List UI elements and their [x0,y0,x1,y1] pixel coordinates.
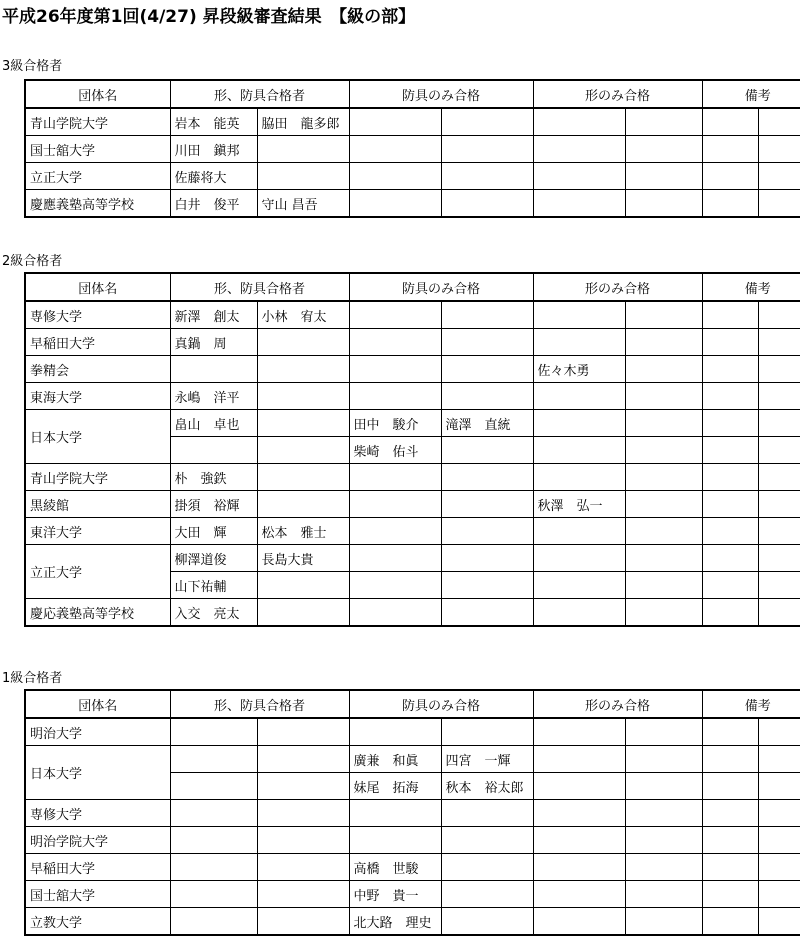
member-cell [625,329,702,356]
member-cell [625,572,702,599]
team-name-cell: 東海大学 [25,383,170,410]
member-cell [758,854,800,881]
member-cell: 長島大貴 [257,545,349,572]
table-row [25,383,800,410]
column-header: 備考 [702,690,800,718]
member-cell [170,800,257,827]
member-cell [533,163,625,190]
member-cell [758,572,800,599]
member-cell [170,827,257,854]
member-cell [702,800,758,827]
table-row [25,545,800,572]
team-name-cell: 早稲田大学 [25,329,170,356]
member-cell [441,464,533,491]
member-cell [758,329,800,356]
column-header: 団体名 [25,80,170,108]
member-cell [533,383,625,410]
member-cell [625,356,702,383]
team-name-cell: 国士舘大学 [25,881,170,908]
member-cell: 守山 昌吾 [257,190,349,218]
member-cell [349,464,441,491]
member-cell [533,854,625,881]
member-cell [257,491,349,518]
member-cell [702,464,758,491]
member-cell [702,163,758,190]
member-cell [702,827,758,854]
member-cell: 岩本 能英 [170,108,257,136]
member-cell [758,301,800,329]
member-cell [758,464,800,491]
member-cell [625,881,702,908]
member-cell [533,827,625,854]
table-row [25,410,800,437]
column-header: 備考 [702,80,800,108]
member-cell [702,437,758,464]
member-cell [441,854,533,881]
member-cell [702,301,758,329]
member-cell [625,437,702,464]
member-cell: 滝澤 直統 [441,410,533,437]
member-cell [349,599,441,627]
member-cell [758,518,800,545]
member-cell [441,163,533,190]
member-cell: 小林 宥太 [257,301,349,329]
member-cell [758,437,800,464]
member-cell [441,491,533,518]
table-row [25,800,800,827]
member-cell [533,518,625,545]
table-row [25,163,800,190]
member-cell [758,827,800,854]
member-cell [533,464,625,491]
table-row [25,136,800,163]
member-cell [625,410,702,437]
member-cell: 畠山 卓也 [170,410,257,437]
column-header: 形、防具合格者 [170,80,349,108]
member-cell [170,881,257,908]
member-cell [702,854,758,881]
member-cell [758,190,800,218]
member-cell [441,572,533,599]
team-name-cell: 日本大学 [25,746,170,800]
member-cell [625,190,702,218]
member-cell: 朴 強鉄 [170,464,257,491]
member-cell [349,190,441,218]
member-cell: 大田 輝 [170,518,257,545]
team-name-cell: 東洋大学 [25,518,170,545]
member-cell [625,718,702,746]
table-row [25,881,800,908]
member-cell [349,383,441,410]
member-cell [441,518,533,545]
member-cell [533,572,625,599]
member-cell [533,908,625,936]
member-cell: 高橋 世駿 [349,854,441,881]
member-cell [170,773,257,800]
member-cell [702,410,758,437]
member-cell [702,746,758,773]
team-name-cell: 明治学院大学 [25,827,170,854]
member-cell [349,545,441,572]
member-cell [533,190,625,218]
member-cell [625,599,702,627]
column-header: 形のみ合格 [533,80,702,108]
section-label: 1級合格者 [2,671,63,686]
column-header: 団体名 [25,273,170,301]
member-cell [257,383,349,410]
member-cell [758,163,800,190]
member-cell: 新澤 創太 [170,301,257,329]
column-header: 防具のみ合格 [349,80,533,108]
header-row [25,273,800,301]
member-cell [349,491,441,518]
member-cell [441,356,533,383]
member-cell [533,746,625,773]
table-row [25,827,800,854]
member-cell: 佐藤将大 [170,163,257,190]
member-cell [702,356,758,383]
member-cell [625,908,702,936]
member-cell [533,545,625,572]
member-cell [441,718,533,746]
team-name-cell: 早稲田大学 [25,854,170,881]
member-cell [170,718,257,746]
member-cell [533,881,625,908]
member-cell: 佐々木勇 [533,356,625,383]
team-name-cell: 慶応義塾高等学校 [25,599,170,627]
member-cell [349,163,441,190]
member-cell [702,599,758,627]
member-cell [533,718,625,746]
member-cell [533,108,625,136]
table-row [25,518,800,545]
member-cell [625,464,702,491]
team-name-cell: 慶應義塾高等学校 [25,190,170,218]
member-cell [702,383,758,410]
member-cell: 永嶋 洋平 [170,383,257,410]
member-cell [349,108,441,136]
member-cell [170,908,257,936]
results-table [24,79,800,218]
member-cell [625,491,702,518]
table-row [25,854,800,881]
member-cell: 真鍋 周 [170,329,257,356]
member-cell [257,410,349,437]
member-cell [625,301,702,329]
member-cell [349,827,441,854]
member-cell: 廣兼 和眞 [349,746,441,773]
member-cell: 妹尾 拓海 [349,773,441,800]
member-cell [257,800,349,827]
member-cell [702,908,758,936]
table-row [25,908,800,936]
member-cell: 山下祐輔 [170,572,257,599]
member-cell [702,491,758,518]
member-cell [758,491,800,518]
column-header: 防具のみ合格 [349,273,533,301]
member-cell [441,545,533,572]
member-cell [702,572,758,599]
team-name-cell: 青山学院大学 [25,108,170,136]
table-row [25,190,800,218]
member-cell [257,437,349,464]
table-row [25,108,800,136]
member-cell [533,599,625,627]
member-cell [441,599,533,627]
member-cell [702,881,758,908]
member-cell [702,136,758,163]
member-cell [257,773,349,800]
results-table [24,272,800,627]
column-header: 形、防具合格者 [170,273,349,301]
member-cell: 柳澤道俊 [170,545,257,572]
column-header: 形、防具合格者 [170,690,349,718]
table-row [25,718,800,746]
member-cell [257,163,349,190]
member-cell: 白井 俊平 [170,190,257,218]
member-cell [441,827,533,854]
member-cell: 松本 雅士 [257,518,349,545]
table-row [25,491,800,518]
table-row [25,329,800,356]
page-title: 平成26年度第1回(4/27) 昇段級審査結果 【級の部】 [2,7,416,27]
team-name-cell: 国士舘大学 [25,136,170,163]
member-cell [170,437,257,464]
member-cell [758,356,800,383]
member-cell: 柴崎 佑斗 [349,437,441,464]
team-name-cell: 専修大学 [25,301,170,329]
table-row [25,599,800,627]
member-cell [257,746,349,773]
column-header: 防具のみ合格 [349,690,533,718]
member-cell [758,881,800,908]
member-cell [758,773,800,800]
member-cell: 北大路 理史 [349,908,441,936]
member-cell: 四宮 一輝 [441,746,533,773]
member-cell [758,410,800,437]
team-name-cell: 明治大学 [25,718,170,746]
member-cell [257,827,349,854]
member-cell [349,518,441,545]
member-cell [702,518,758,545]
member-cell [257,572,349,599]
member-cell [758,746,800,773]
header-row [25,80,800,108]
member-cell [625,108,702,136]
member-cell [702,545,758,572]
table-row [25,746,800,773]
member-cell [257,356,349,383]
member-cell [441,301,533,329]
team-name-cell: 立正大学 [25,163,170,190]
member-cell [349,718,441,746]
member-cell [702,190,758,218]
team-name-cell: 立教大学 [25,908,170,936]
member-cell [533,136,625,163]
member-cell: 川田 鎭邦 [170,136,257,163]
member-cell [625,136,702,163]
member-cell [257,908,349,936]
member-cell [257,854,349,881]
member-cell: 秋本 裕太郎 [441,773,533,800]
member-cell [349,301,441,329]
section-label: 3級合格者 [2,59,63,74]
team-name-cell: 拳精会 [25,356,170,383]
member-cell [625,545,702,572]
member-cell [533,773,625,800]
member-cell [758,718,800,746]
column-header: 備考 [702,273,800,301]
member-cell [170,854,257,881]
member-cell [758,545,800,572]
member-cell [441,800,533,827]
column-header: 団体名 [25,690,170,718]
member-cell: 入交 亮太 [170,599,257,627]
column-header: 形のみ合格 [533,273,702,301]
member-cell [441,437,533,464]
member-cell [758,908,800,936]
member-cell [170,356,257,383]
member-cell [533,301,625,329]
member-cell [349,572,441,599]
table-row [25,464,800,491]
team-name-cell: 黒綾館 [25,491,170,518]
member-cell [625,800,702,827]
member-cell [441,908,533,936]
member-cell [349,800,441,827]
team-name-cell: 日本大学 [25,410,170,464]
member-cell [758,800,800,827]
member-cell [758,136,800,163]
member-cell [170,746,257,773]
member-cell [441,329,533,356]
member-cell [441,190,533,218]
member-cell [257,464,349,491]
member-cell [257,329,349,356]
member-cell [702,718,758,746]
member-cell [257,881,349,908]
member-cell [625,518,702,545]
team-name-cell: 立正大学 [25,545,170,599]
column-header: 形のみ合格 [533,690,702,718]
member-cell [758,383,800,410]
member-cell [702,773,758,800]
member-cell [349,329,441,356]
member-cell [257,136,349,163]
table-row [25,301,800,329]
member-cell: 中野 貴一 [349,881,441,908]
member-cell [758,108,800,136]
member-cell [257,599,349,627]
results-table [24,689,800,936]
section-label: 2級合格者 [2,254,63,269]
member-cell [533,437,625,464]
table-row [25,356,800,383]
member-cell: 掛須 裕輝 [170,491,257,518]
member-cell [625,383,702,410]
member-cell [349,136,441,163]
member-cell [533,800,625,827]
member-cell [441,881,533,908]
member-cell [533,329,625,356]
header-row [25,690,800,718]
member-cell [758,599,800,627]
member-cell: 田中 駿介 [349,410,441,437]
member-cell [702,329,758,356]
member-cell [533,410,625,437]
team-name-cell: 青山学院大学 [25,464,170,491]
member-cell [625,827,702,854]
member-cell [441,108,533,136]
member-cell: 秋澤 弘一 [533,491,625,518]
member-cell [441,136,533,163]
member-cell [625,854,702,881]
team-name-cell: 専修大学 [25,800,170,827]
member-cell [257,718,349,746]
member-cell [702,108,758,136]
member-cell [625,163,702,190]
member-cell [625,746,702,773]
member-cell: 脇田 龍多郎 [257,108,349,136]
member-cell [441,383,533,410]
member-cell [349,356,441,383]
member-cell [625,773,702,800]
